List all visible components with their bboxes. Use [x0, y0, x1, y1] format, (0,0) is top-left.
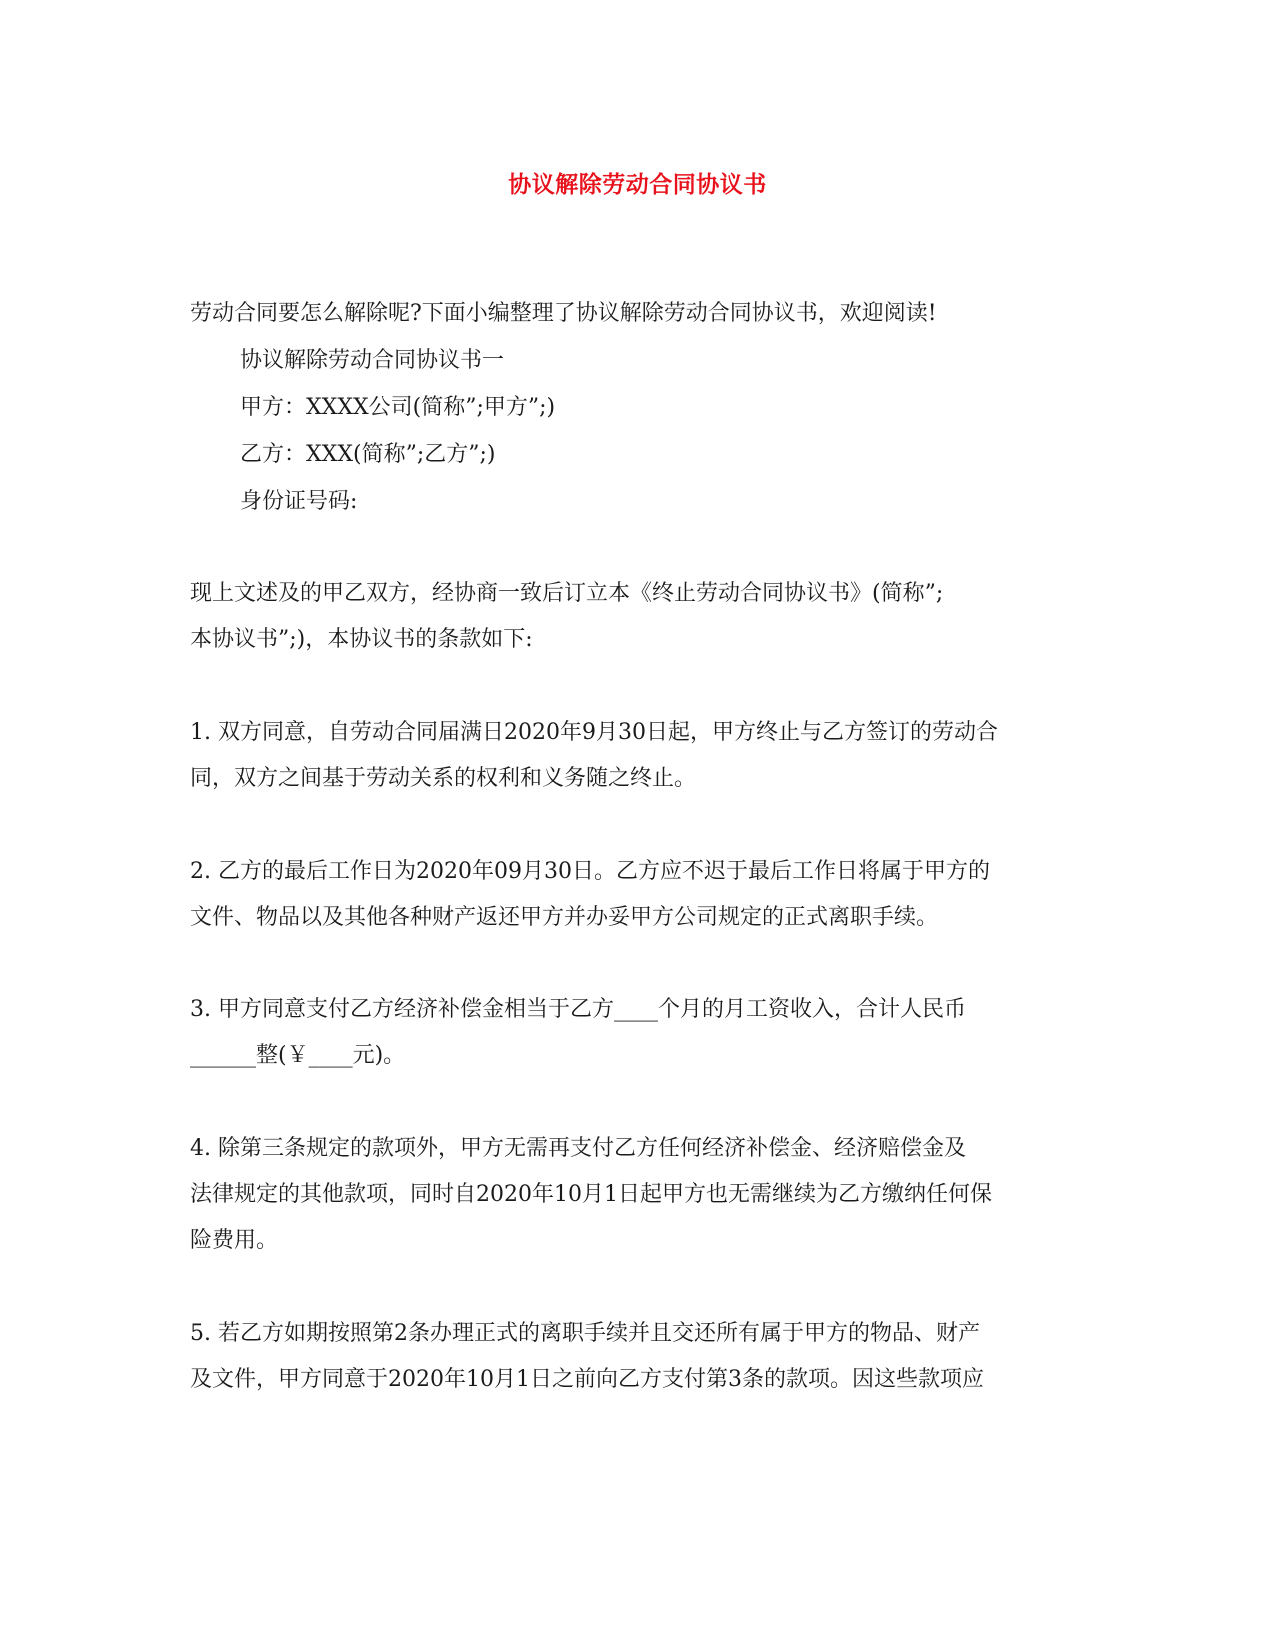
clause-4-line-2: 法律规定的其他款项，同时自2020年10月1日起甲方也无需继续为乙方缴纳任何保: [190, 1182, 992, 1207]
agreement-subtitle: 协议解除劳动合同协议书一: [240, 348, 505, 373]
clause-1-line-2: 同，双方之间基于劳动关系的权利和义务随之终止。: [190, 766, 697, 791]
preamble-line-1: 现上文述及的甲乙双方，经协商一致后订立本《终止劳动合同协议书》(简称”;: [190, 581, 944, 606]
clause-5-line-1: 5. 若乙方如期按照第2条办理正式的离职手续并且交还所有属于甲方的物品、财产: [190, 1321, 980, 1346]
clause-2-line-2: 文件、物品以及其他各种财产返还甲方并办妥甲方公司规定的正式离职手续。: [190, 905, 939, 930]
clause-2-line-1: 2. 乙方的最后工作日为2020年09月30日。乙方应不迟于最后工作日将属于甲方的: [190, 859, 990, 884]
preamble-line-2: 本协议书”;)，本协议书的条款如下:: [190, 627, 533, 652]
clause-1-line-1: 1. 双方同意，自劳动合同届满日2020年9月30日起，甲方终止与乙方签订的劳动合: [190, 720, 998, 745]
document-title: 协议解除劳动合同协议书: [508, 171, 767, 198]
party-a-line: 甲方：XXXX公司(简称”;甲方”;): [240, 395, 556, 420]
clause-4-line-1: 4. 除第三条规定的款项外，甲方无需再支付乙方任何经济补偿金、经济赔偿金及: [190, 1136, 966, 1161]
party-b-line: 乙方：XXX(简称”;乙方”;): [240, 442, 496, 467]
clause-3-line-2: ______整(￥____元)。: [190, 1043, 406, 1068]
clause-4-line-3: 险费用。: [190, 1228, 279, 1253]
intro-paragraph: 劳动合同要怎么解除呢?下面小编整理了协议解除劳动合同协议书，欢迎阅读!: [190, 301, 937, 326]
clause-5-line-2: 及文件，甲方同意于2020年10月1日之前向乙方支付第3条的款项。因这些款项应: [190, 1367, 984, 1392]
id-number-label: 身份证号码:: [240, 489, 358, 514]
clause-3-line-1: 3. 甲方同意支付乙方经济补偿金相当于乙方____个月的月工资收入，合计人民币: [190, 997, 966, 1022]
